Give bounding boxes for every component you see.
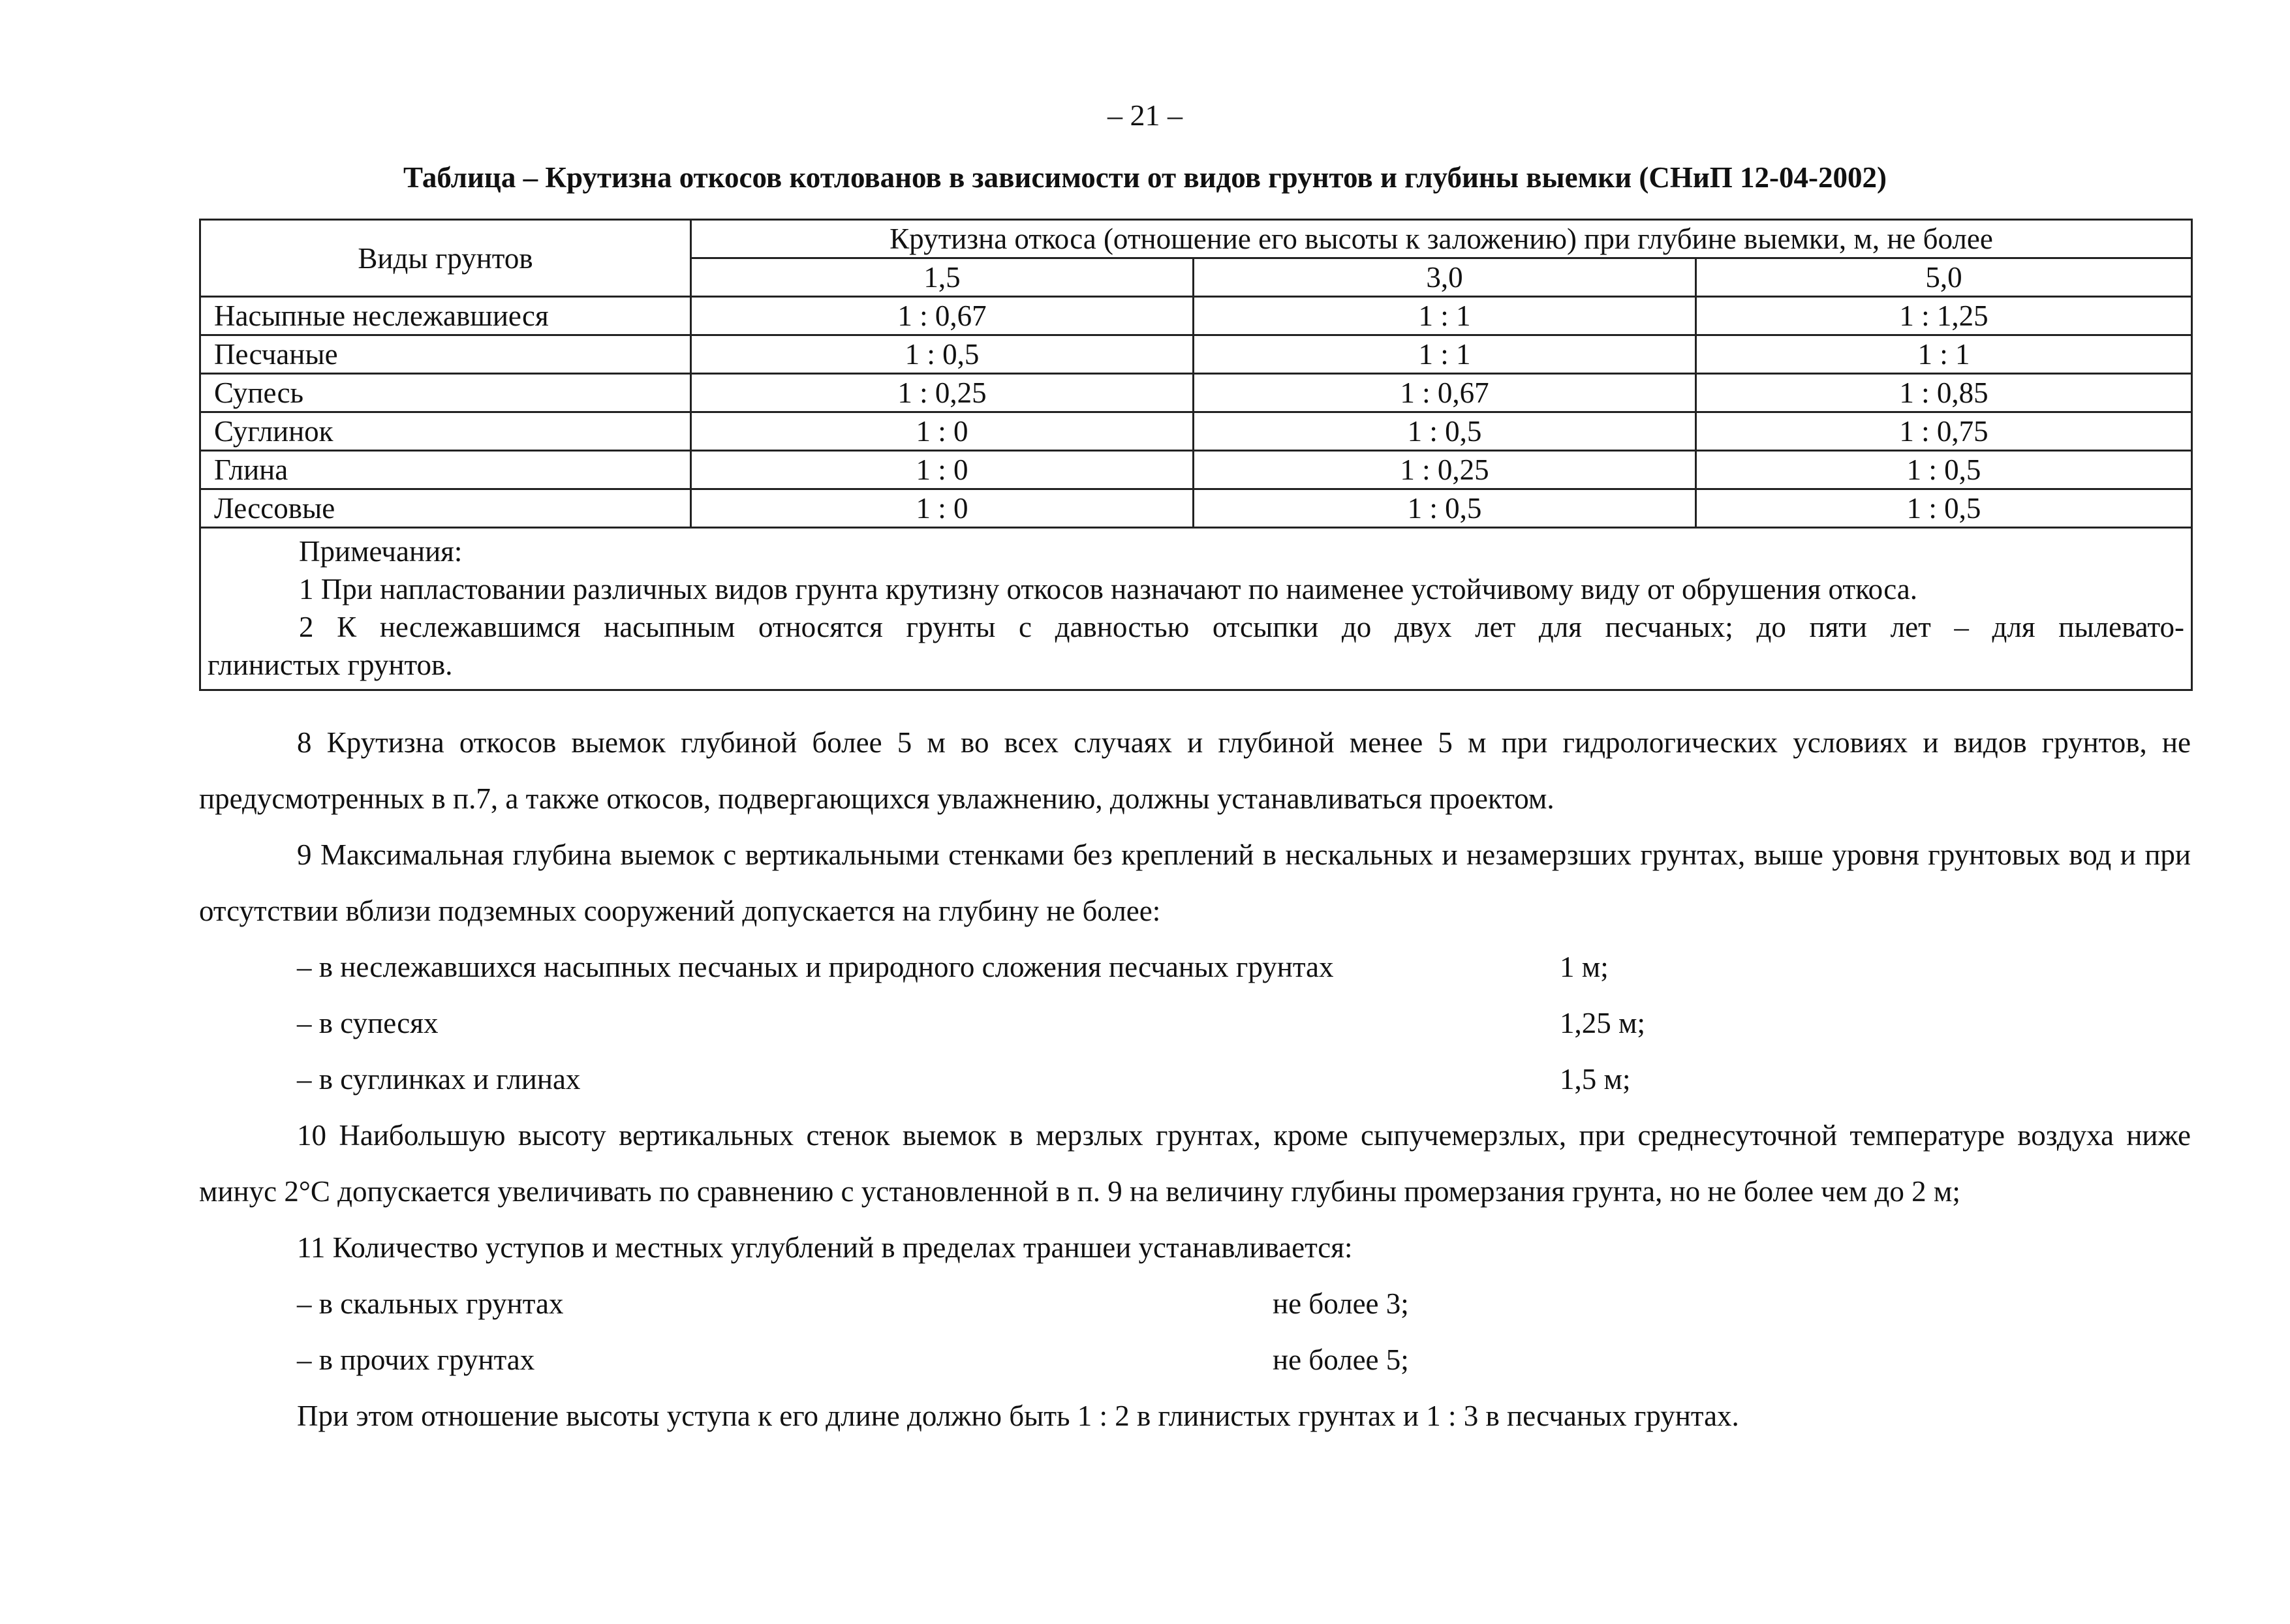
list-item bbox=[199, 1051, 2191, 1107]
table-row bbox=[200, 374, 2192, 412]
slope-value-cell: 1 : 0 bbox=[691, 412, 1194, 451]
soil-type-header: Виды грунтов bbox=[200, 220, 691, 297]
soil-type-cell: Супесь bbox=[200, 374, 691, 412]
slope-value-cell: 1 : 0,67 bbox=[691, 297, 1194, 335]
table-header-row bbox=[200, 220, 2192, 258]
list-item-label: – в скальных грунтах bbox=[297, 1287, 564, 1320]
soil-type-cell: Лессовые bbox=[200, 489, 691, 528]
list-item-value: 1,25 м; bbox=[1560, 1007, 1645, 1039]
body-text bbox=[199, 714, 2191, 1444]
list-item bbox=[199, 939, 2191, 995]
note-2-line-2: глинистых грунтов. bbox=[208, 649, 453, 681]
table-row bbox=[200, 335, 2192, 374]
table-row bbox=[200, 297, 2192, 335]
note-2-line-1: 2 К неслежавшимся насыпным относятся грунты с давностью отсыпки до двух лет для песчаных; до пяти лет – для пылевато- bbox=[299, 611, 2185, 643]
list-item-label: – в прочих грунтах bbox=[297, 1343, 535, 1376]
list-item bbox=[199, 1332, 2191, 1388]
slope-value-cell: 1 : 0,5 bbox=[691, 335, 1194, 374]
notes-title: Примечания: bbox=[299, 535, 463, 568]
soil-type-cell: Песчаные bbox=[200, 335, 691, 374]
slope-value-cell: 1 : 0,5 bbox=[1194, 489, 1696, 528]
list-item-value: не более 5; bbox=[1273, 1343, 1409, 1376]
page-number: – 21 – bbox=[1107, 99, 1183, 132]
depth-header: 1,5 bbox=[691, 258, 1194, 297]
slope-value-cell: 1 : 1 bbox=[1194, 297, 1696, 335]
slope-value-cell: 1 : 1 bbox=[1696, 335, 2192, 374]
list-item-label: – в супесях bbox=[297, 1007, 439, 1039]
list-item-label: – в суглинках и глинах bbox=[297, 1063, 581, 1095]
slope-value-cell: 1 : 0,5 bbox=[1696, 489, 2192, 528]
table-row bbox=[200, 451, 2192, 489]
slope-value-cell: 1 : 0,85 bbox=[1696, 374, 2192, 412]
list-item-value: не более 3; bbox=[1273, 1287, 1409, 1320]
note-1: 1 При напластовании различных видов грунта крутизну откосов назначают по наименее устойчивому виду от обрушения откоса. bbox=[299, 573, 1918, 605]
slope-value-cell: 1 : 0,25 bbox=[1194, 451, 1696, 489]
depth-header: 3,0 bbox=[1194, 258, 1696, 297]
paragraph-10: 10 Наибольшую высоту вертикальных стенок выемок в мерзлых грунтах, кроме сыпучемерзлых, при среднесуточной температуре воздуха ниже минус 2°С допускается увеличивать по сравнению с установленной в п. 9 на величину глубины промерзания грунта, но не более чем до 2 м; bbox=[199, 1119, 2191, 1208]
list-item bbox=[199, 995, 2191, 1051]
slope-header: Крутизна откоса (отношение его высоты к заложению) при глубине выемки, м, не более bbox=[691, 220, 2192, 258]
depth-header: 5,0 bbox=[1696, 258, 2192, 297]
slope-value-cell: 1 : 0,5 bbox=[1194, 412, 1696, 451]
paragraph-11: 11 Количество уступов и местных углублений в пределах траншеи устанавливается: bbox=[297, 1231, 1353, 1264]
slope-value-cell: 1 : 0 bbox=[691, 451, 1194, 489]
list-item bbox=[199, 1276, 2191, 1332]
table-row bbox=[200, 412, 2192, 451]
list-item-value: 1,5 м; bbox=[1560, 1063, 1631, 1095]
slope-value-cell: 1 : 1,25 bbox=[1696, 297, 2192, 335]
slope-value-cell: 1 : 0 bbox=[691, 489, 1194, 528]
table-notes-row bbox=[200, 528, 2192, 690]
table-row bbox=[200, 489, 2192, 528]
slope-value-cell: 1 : 0,67 bbox=[1194, 374, 1696, 412]
table-notes bbox=[200, 528, 2192, 690]
slope-value-cell: 1 : 0,25 bbox=[691, 374, 1194, 412]
soil-type-cell: Суглинок bbox=[200, 412, 691, 451]
slope-table bbox=[199, 219, 2193, 691]
list-item-label: – в неслежавшихся насыпных песчаных и природного сложения песчаных грунтах bbox=[297, 951, 1334, 983]
table-title: Таблица – Крутизна откосов котлованов в зависимости от видов грунтов и глубины выемки (СНиП 12-04-2002) bbox=[403, 161, 1887, 194]
slope-value-cell: 1 : 0,5 bbox=[1696, 451, 2192, 489]
list-item-value: 1 м; bbox=[1560, 951, 1609, 983]
paragraph-12: При этом отношение высоты уступа к его длине должно быть 1 : 2 в глинистых грунтах и 1 : 3 в песчаных грунтах. bbox=[297, 1400, 1739, 1432]
paragraph-9: 9 Максимальная глубина выемок с вертикальными стенками без креплений в нескальных и незамерзших грунтах, выше уровня грунтовых вод и при отсутствии вблизи подземных сооружений допускается на глубину не более: bbox=[199, 838, 2191, 927]
soil-type-cell: Насыпные неслежавшиеся bbox=[200, 297, 691, 335]
paragraph-8: 8 Крутизна откосов выемок глубиной более 5 м во всех случаях и глубиной менее 5 м при гидрологических условиях и видов грунтов, не предусмотренных в п.7, а также откосов, подвергающихся увлажнению, должны устанавливаться проектом. bbox=[199, 726, 2191, 815]
soil-type-cell: Глина bbox=[200, 451, 691, 489]
slope-value-cell: 1 : 0,75 bbox=[1696, 412, 2192, 451]
slope-value-cell: 1 : 1 bbox=[1194, 335, 1696, 374]
